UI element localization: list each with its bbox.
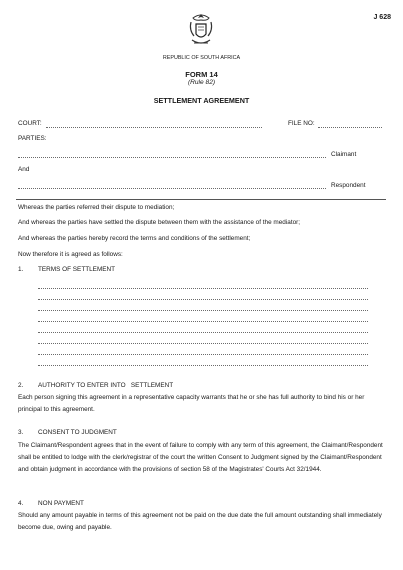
form-code: J 628 xyxy=(373,14,391,21)
section-4-number: 4. xyxy=(18,500,24,507)
section-2-title: AUTHORITY TO ENTER INTO SETTLEMENT xyxy=(38,382,174,389)
section-3-title: CONSENT TO JUDGMENT xyxy=(38,429,117,436)
divider-line xyxy=(16,199,386,200)
terms-line[interactable] xyxy=(38,310,368,311)
terms-line[interactable] xyxy=(38,365,368,366)
claimant-label: Claimant xyxy=(331,151,357,158)
rule-reference: (Rule 82) xyxy=(187,79,216,86)
recital-1: Whereas the parties referred their dispute to mediation; xyxy=(18,204,175,211)
terms-line[interactable] xyxy=(38,332,368,333)
respondent-label: Respondent xyxy=(331,182,366,189)
terms-line[interactable] xyxy=(38,343,368,344)
section-2-body: Each person signing this agreement in a representative capacity warrants that he or she has full authority to bind his or her principal to this agreement. xyxy=(18,394,365,414)
section-1-number: 1. xyxy=(18,266,24,273)
terms-line[interactable] xyxy=(38,354,368,355)
recital-4: Now therefore it is agreed as follows: xyxy=(18,251,123,258)
country-name: REPUBLIC OF SOUTH AFRICA xyxy=(162,55,241,61)
terms-line[interactable] xyxy=(38,299,368,300)
claimant-field[interactable] xyxy=(18,157,326,158)
recital-2: And whereas the parties have settled the dispute between them with the assistance of the mediator; xyxy=(18,219,301,226)
section-4-body: Should any amount payable in terms of this agreement not be paid on the due date the full amount outstanding shall immediately become due, owing and payable. xyxy=(18,512,382,532)
terms-line[interactable] xyxy=(38,288,368,289)
and-label: And xyxy=(18,166,30,173)
file-no-label: FILE NO: xyxy=(288,120,315,127)
section-4-title: NON PAYMENT xyxy=(38,500,84,507)
document-title: SETTLEMENT AGREEMENT xyxy=(153,96,250,105)
court-label: COURT: xyxy=(18,120,42,127)
respondent-field[interactable] xyxy=(18,188,326,189)
section-3-number: 3. xyxy=(18,429,24,436)
court-field[interactable] xyxy=(46,127,262,128)
recital-3: And whereas the parties hereby record the terms and conditions of the settlement; xyxy=(18,235,251,242)
section-1-title: TERMS OF SETTLEMENT xyxy=(38,266,116,273)
file-no-field[interactable] xyxy=(318,127,382,128)
terms-line[interactable] xyxy=(38,321,368,322)
section-2-number: 2. xyxy=(18,382,24,389)
parties-label: PARTIES: xyxy=(18,135,47,142)
section-3-body: The Claimant/Respondent agrees that in the event of failure to comply with any term of this agreement, the Claimant/Respondent shall be entitled to lodge with the clerk/registrar of the court the written Consent to Judgment signed by the Claimant/Respondent and obtain judgment in accordance with the provisions of section 58 of the Magistrates' Courts Act 32/1944. xyxy=(18,442,383,474)
form-number: FORM 14 xyxy=(185,70,218,79)
coat-of-arms-emblem xyxy=(188,12,214,50)
